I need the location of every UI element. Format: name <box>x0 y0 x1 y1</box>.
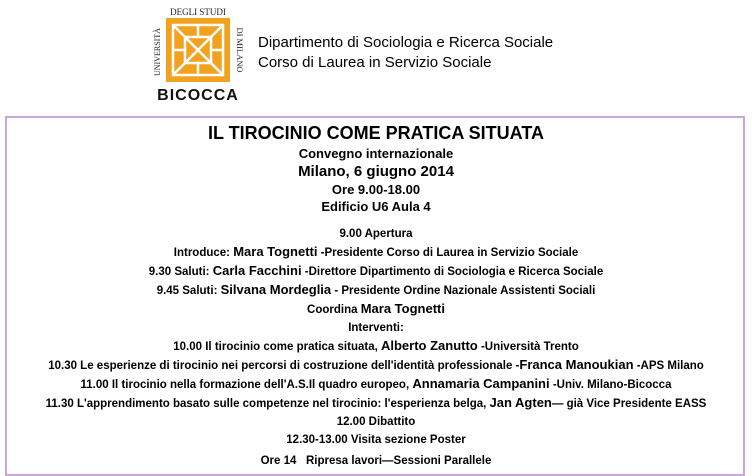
talk-4-role: — già Vice Presidente EASS <box>551 398 707 410</box>
coordinator-name: Mara Tognetti <box>360 301 445 316</box>
introduces-prefix: Introduce: <box>173 247 234 259</box>
introduces-line <box>0 243 752 262</box>
greeting-2-line <box>0 281 752 300</box>
greeting-2-role: - Presidente Ordine Nazionale Assistenti Sociali <box>331 285 596 297</box>
talk-4-prefix: 11.30 L'apprendimento basato sulle competenze nel tirocinio: l'esperienza belga, <box>45 398 490 410</box>
talk-2-line <box>0 356 752 375</box>
opening-line: 9.00 Apertura <box>339 228 413 240</box>
talk-3-role: -Univ. Milano-Bicocca <box>549 379 672 391</box>
logo-left-text: UNIVERSITÀ <box>153 28 162 76</box>
talk-1-prefix: 10.00 Il tirocinio come pratica situata, <box>173 341 381 353</box>
talks-heading: Interventi: <box>348 322 404 334</box>
greeting-1-name: Carla Facchini <box>212 263 302 278</box>
coordinator-line <box>0 300 752 319</box>
greeting-2-name: Silvana Mordeglia <box>220 282 332 297</box>
talk-3-name: Annamaria Campanini <box>412 376 550 391</box>
talk-2-name: Franca Manoukian <box>519 357 634 372</box>
poster-line: 12.30-13.00 Visita sezione Poster <box>286 434 466 446</box>
talk-3-line <box>0 375 752 394</box>
afternoon-line: Ore 14 Ripresa lavori—Sessioni Parallele <box>260 455 492 467</box>
talk-1-role: -Università Trento <box>477 341 579 353</box>
talk-1-line <box>0 337 752 356</box>
event-venue: Edificio U6 Aula 4 <box>321 199 431 214</box>
talk-2-prefix: 10.30 Le esperienze di tirocinio nei percorsi di costruzione dell'identità professionale - <box>48 360 520 372</box>
event-date: Milano, 6 giugno 2014 <box>298 163 454 180</box>
department-header <box>258 33 553 73</box>
greeting-1-line <box>0 262 752 281</box>
logo-bottom-text: BICOCCA <box>157 87 239 104</box>
talk-4-name: Jan Agten <box>489 395 552 410</box>
course-name: Corso di Laurea in Servizio Sociale <box>258 54 492 71</box>
talk-3-prefix: 11.00 Il tirocinio nella formazione dell'A.S.Il quadro europeo, <box>80 379 413 391</box>
greeting-1-prefix: 9.30 Saluti: <box>148 266 213 278</box>
logo-top-text: DEGLI STUDI <box>170 7 226 17</box>
greeting-1-role: -Direttore Dipartimento di Sociologia e Ricerca Sociale <box>301 266 604 278</box>
debate-line: 12.00 Dibattito <box>336 416 416 428</box>
talk-2-role: -APS Milano <box>633 360 704 372</box>
greeting-2-prefix: 9.45 Saluti: <box>156 285 221 297</box>
talk-1-name: Alberto Zanutto <box>380 338 478 353</box>
event-type: Convegno internazionale <box>298 146 454 161</box>
program-content <box>0 118 752 470</box>
coordinator-prefix: Coordina <box>307 304 361 316</box>
introduces-role: -Presidente Corso di Laurea in Servizio Sociale <box>317 247 579 259</box>
event-hours: Ore 9.00-18.00 <box>331 182 421 197</box>
university-logo <box>148 6 248 104</box>
event-title: IL TIROCINIO COME PRATICA SITUATA <box>208 123 544 143</box>
talk-4-line <box>0 394 752 413</box>
logo-right-text: DI MILANO <box>235 27 245 73</box>
department-name: Dipartimento di Sociologia e Ricerca Sociale <box>258 34 554 51</box>
introduces-name: Mara Tognetti <box>233 244 318 259</box>
